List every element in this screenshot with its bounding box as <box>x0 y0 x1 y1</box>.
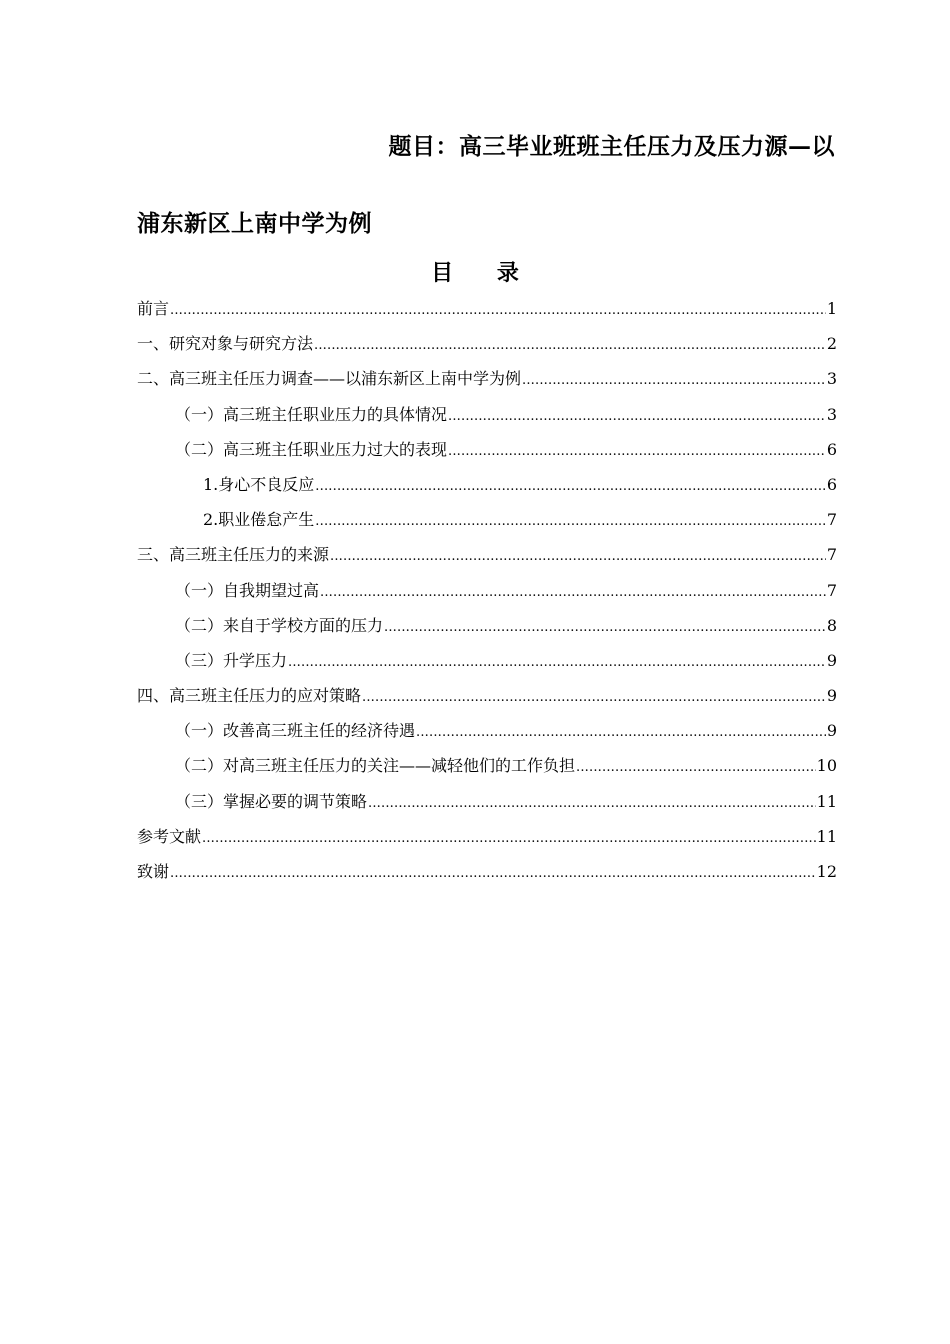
toc-entry-page-number: 8 <box>826 615 837 635</box>
toc-dot-leader <box>202 824 816 854</box>
toc-entry[interactable] <box>137 294 837 329</box>
toc-entry[interactable] <box>137 787 837 822</box>
toc-entry[interactable] <box>137 576 837 611</box>
toc-entry-page-number: 3 <box>826 369 837 389</box>
toc-entry-title: 参考文献 <box>137 826 202 846</box>
toc-entry-page-number: 9 <box>826 650 837 670</box>
toc-dot-leader <box>330 542 826 572</box>
toc-entry-page-number: 3 <box>826 404 837 424</box>
toc-entry-title: （二）高三班主任职业压力过大的表现 <box>175 439 448 459</box>
toc-entry-title: （一）改善高三班主任的经济待遇 <box>175 721 416 741</box>
toc-entry-title: 前言 <box>137 299 170 318</box>
toc-entry[interactable] <box>137 716 837 751</box>
toc-entry-title: 二、高三班主任压力调查——以浦东新区上南中学为例 <box>137 369 522 389</box>
toc-entry-page-number: 2 <box>826 334 837 354</box>
toc-entry-title: 三、高三班主任压力的来源 <box>137 545 330 565</box>
toc-entry-title: （二）对高三班主任压力的关注——减轻他们的工作负担 <box>175 756 576 776</box>
toc-dot-leader <box>315 507 826 537</box>
toc-dot-leader <box>362 683 826 713</box>
toc-dot-leader <box>314 331 826 361</box>
toc-entry[interactable] <box>137 857 837 892</box>
toc-entry-title: （一）自我期望过高 <box>175 580 320 600</box>
toc-dot-leader <box>368 789 816 819</box>
toc-dot-leader <box>384 613 826 643</box>
toc-entry-page-number: 11 <box>816 826 837 846</box>
toc-entry[interactable] <box>137 505 837 540</box>
document-title-line-2: 浦东新区上南中学为例 <box>137 210 372 237</box>
toc-entry-title: 致谢 <box>137 862 170 881</box>
toc-entry-page-number: 11 <box>816 791 837 811</box>
toc-heading: 目 录 <box>431 260 537 286</box>
toc-dot-leader <box>416 718 826 748</box>
toc-entry-page-number: 9 <box>826 686 837 706</box>
toc-entry-title: 1.身心不良反应 <box>203 474 315 494</box>
toc-entry[interactable] <box>137 470 837 505</box>
toc-entry[interactable] <box>137 540 837 575</box>
toc-entry[interactable] <box>137 329 837 364</box>
toc-entry-page-number: 10 <box>816 756 837 776</box>
toc-dot-leader <box>315 472 826 502</box>
toc-dot-leader <box>288 648 826 678</box>
toc-entry[interactable] <box>137 611 837 646</box>
toc-entry[interactable] <box>137 646 837 681</box>
toc-dot-leader <box>576 753 816 783</box>
document-title-line-1: 题目：高三毕业班班主任压力及压力源—以 <box>388 133 835 160</box>
toc-entry-title: 2.职业倦怠产生 <box>203 510 315 530</box>
toc-entry-page-number: 7 <box>826 510 837 530</box>
toc-entry-page-number: 6 <box>826 439 837 459</box>
toc-entry[interactable] <box>137 681 837 716</box>
toc-entry-page-number: 9 <box>826 721 837 741</box>
toc-entry-title: 四、高三班主任压力的应对策略 <box>137 686 362 706</box>
toc-entry-title: （二）来自于学校方面的压力 <box>175 615 384 635</box>
toc-entry-page-number: 12 <box>816 862 837 881</box>
table-of-contents <box>137 294 837 892</box>
toc-dot-leader <box>448 402 826 432</box>
toc-dot-leader <box>448 437 826 467</box>
toc-entry[interactable] <box>137 364 837 399</box>
toc-entry[interactable] <box>137 751 837 786</box>
toc-entry-page-number: 1 <box>826 299 837 318</box>
toc-dot-leader <box>522 366 826 396</box>
toc-entry-page-number: 7 <box>826 580 837 600</box>
toc-dot-leader <box>170 859 816 889</box>
toc-entry-title: 一、研究对象与研究方法 <box>137 334 314 354</box>
toc-entry[interactable] <box>137 400 837 435</box>
toc-entry-page-number: 6 <box>826 474 837 494</box>
toc-entry-page-number: 7 <box>826 545 837 565</box>
toc-entry-title: （三）掌握必要的调节策略 <box>175 791 368 811</box>
toc-entry-title: （一）高三班主任职业压力的具体情况 <box>175 404 448 424</box>
toc-dot-leader <box>320 578 826 608</box>
toc-entry-title: （三）升学压力 <box>175 650 288 670</box>
toc-entry[interactable] <box>137 822 837 857</box>
toc-dot-leader <box>170 296 826 326</box>
toc-entry[interactable] <box>137 435 837 470</box>
